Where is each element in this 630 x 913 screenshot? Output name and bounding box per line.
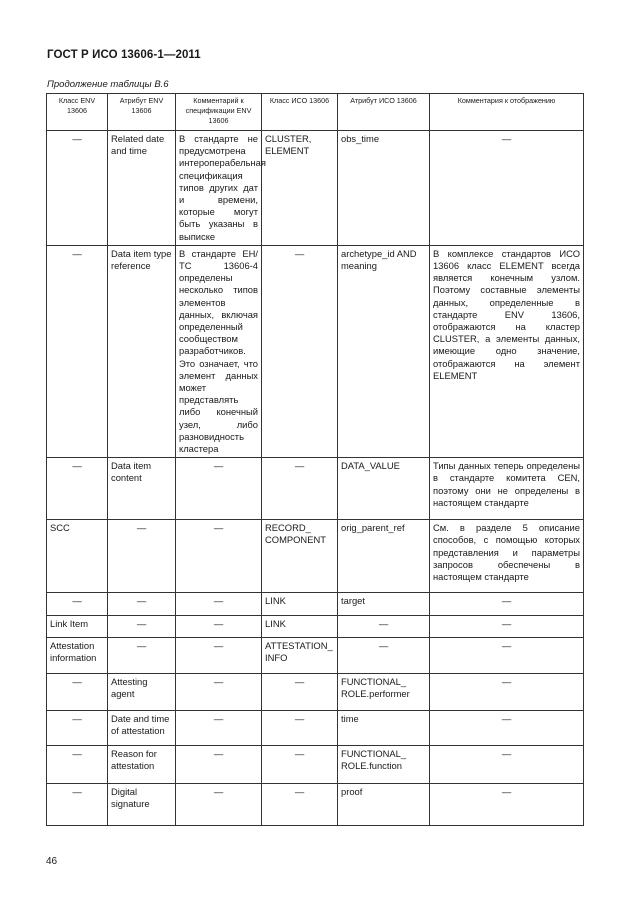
cell-mapping-comment: — xyxy=(430,784,584,826)
cell-env-attribute: Date and time of attestation xyxy=(108,711,176,746)
cell-iso-attribute: obs_time xyxy=(338,131,430,246)
col-header-env-comment: Комментарий к спецификации ENV 13606 xyxy=(176,94,262,131)
col-header-env-attribute: Атрибут ENV 13606 xyxy=(108,94,176,131)
cell-env-comment: — xyxy=(176,458,262,520)
document-header: ГОСТ Р ИСО 13606-1—2011 xyxy=(47,49,201,61)
table-row xyxy=(47,674,584,711)
cell-env-comment: — xyxy=(176,711,262,746)
cell-env-comment: — xyxy=(176,784,262,826)
cell-mapping-comment: — xyxy=(430,131,584,246)
table-row xyxy=(47,711,584,746)
col-header-iso-class: Класс ИСО 13606 xyxy=(262,94,338,131)
cell-env-class: — xyxy=(47,245,108,457)
cell-env-comment: — xyxy=(176,520,262,593)
cell-mapping-comment: — xyxy=(430,746,584,784)
table-header-row xyxy=(47,94,584,131)
cell-mapping-comment: См. в разделе 5 описание способов, с помощью которых представления и параметры запросов обеспечены в настоящем стандарте xyxy=(430,520,584,593)
cell-env-comment: — xyxy=(176,616,262,638)
table-row xyxy=(47,458,584,520)
cell-env-class: — xyxy=(47,593,108,616)
cell-env-class: — xyxy=(47,784,108,826)
table-row xyxy=(47,638,584,674)
cell-mapping-comment: — xyxy=(430,593,584,616)
cell-env-comment: — xyxy=(176,593,262,616)
cell-env-attribute: Reason for attestation xyxy=(108,746,176,784)
cell-iso-attribute: — xyxy=(338,638,430,674)
cell-mapping-comment: — xyxy=(430,616,584,638)
cell-iso-attribute: FUNCTIONAL_ ROLE.function xyxy=(338,746,430,784)
cell-iso-attribute: orig_parent_ref xyxy=(338,520,430,593)
cell-iso-class: — xyxy=(262,711,338,746)
cell-mapping-comment: Типы данных теперь определены в стандарте комитета CEN, поэтому они не определены в настоящем стандарте xyxy=(430,458,584,520)
cell-iso-class: — xyxy=(262,674,338,711)
table-row xyxy=(47,131,584,246)
table-row xyxy=(47,593,584,616)
cell-env-attribute: — xyxy=(108,616,176,638)
cell-env-class: SCC xyxy=(47,520,108,593)
cell-iso-class: ATTESTATION_ INFO xyxy=(262,638,338,674)
cell-env-attribute: — xyxy=(108,593,176,616)
cell-iso-attribute: time xyxy=(338,711,430,746)
cell-iso-attribute: archetype_id AND meaning xyxy=(338,245,430,457)
cell-iso-attribute: target xyxy=(338,593,430,616)
cell-env-comment: В стандарте не предусмотрена интероперабельная спецификация типов других дат и времени, которые могут быть указаны в выписке xyxy=(176,131,262,246)
cell-env-attribute: Digital signature xyxy=(108,784,176,826)
table-row xyxy=(47,616,584,638)
cell-env-attribute: — xyxy=(108,638,176,674)
mapping-table xyxy=(46,93,584,826)
table-row xyxy=(47,520,584,593)
cell-env-comment: — xyxy=(176,746,262,784)
cell-env-class: Attestation information xyxy=(47,638,108,674)
cell-iso-class: LINK xyxy=(262,616,338,638)
cell-iso-attribute: DATA_VALUE xyxy=(338,458,430,520)
page-number: 46 xyxy=(46,856,58,867)
table-row xyxy=(47,746,584,784)
col-header-iso-attribute: Атрибут ИСО 13606 xyxy=(338,94,430,131)
cell-env-class: Link Item xyxy=(47,616,108,638)
cell-iso-class: — xyxy=(262,784,338,826)
cell-env-class: — xyxy=(47,458,108,520)
table-row xyxy=(47,245,584,457)
cell-iso-class: — xyxy=(262,746,338,784)
cell-iso-attribute: FUNCTIONAL_ ROLE.performer xyxy=(338,674,430,711)
cell-env-comment: В стандарте ЕН/ТС 13606-4 определены несколько типов элементов данных, включая определенный сообществом разработчиков. Это означает, что элемент данных может представлять либо конечный узел, либо разновидность кластера xyxy=(176,245,262,457)
cell-iso-class: CLUSTER, ELEMENT xyxy=(262,131,338,246)
cell-mapping-comment: — xyxy=(430,674,584,711)
cell-iso-class: LINK xyxy=(262,593,338,616)
table-row xyxy=(47,784,584,826)
cell-env-attribute: Data item type reference xyxy=(108,245,176,457)
col-header-mapping-comment: Комментария к отображению xyxy=(430,94,584,131)
cell-iso-class: — xyxy=(262,458,338,520)
cell-env-attribute: — xyxy=(108,520,176,593)
table-caption: Продолжение таблицы В.6 xyxy=(47,79,169,90)
cell-env-comment: — xyxy=(176,674,262,711)
cell-env-comment: — xyxy=(176,638,262,674)
cell-env-attribute: Related date and time xyxy=(108,131,176,246)
cell-iso-attribute: proof xyxy=(338,784,430,826)
cell-mapping-comment: — xyxy=(430,638,584,674)
cell-mapping-comment: — xyxy=(430,711,584,746)
cell-env-class: — xyxy=(47,131,108,246)
cell-mapping-comment: В комплексе стандартов ИСО 13606 класс ELEMENT всегда является конечным узлом. Поэтому составные элементы данных, определенные в стандарте ENV 13606, отображаются на кластер CLUSTER, а элементы данных, имеющие одно значение, отображаются на элемент ELEMENT xyxy=(430,245,584,457)
cell-env-class: — xyxy=(47,711,108,746)
cell-iso-class: RECORD_ COMPONENT xyxy=(262,520,338,593)
cell-env-attribute: Data item content xyxy=(108,458,176,520)
cell-iso-class: — xyxy=(262,245,338,457)
cell-env-class: — xyxy=(47,746,108,784)
col-header-env-class: Класс ENV 13606 xyxy=(47,94,108,131)
cell-env-class: — xyxy=(47,674,108,711)
cell-env-attribute: Attesting agent xyxy=(108,674,176,711)
cell-iso-attribute: — xyxy=(338,616,430,638)
